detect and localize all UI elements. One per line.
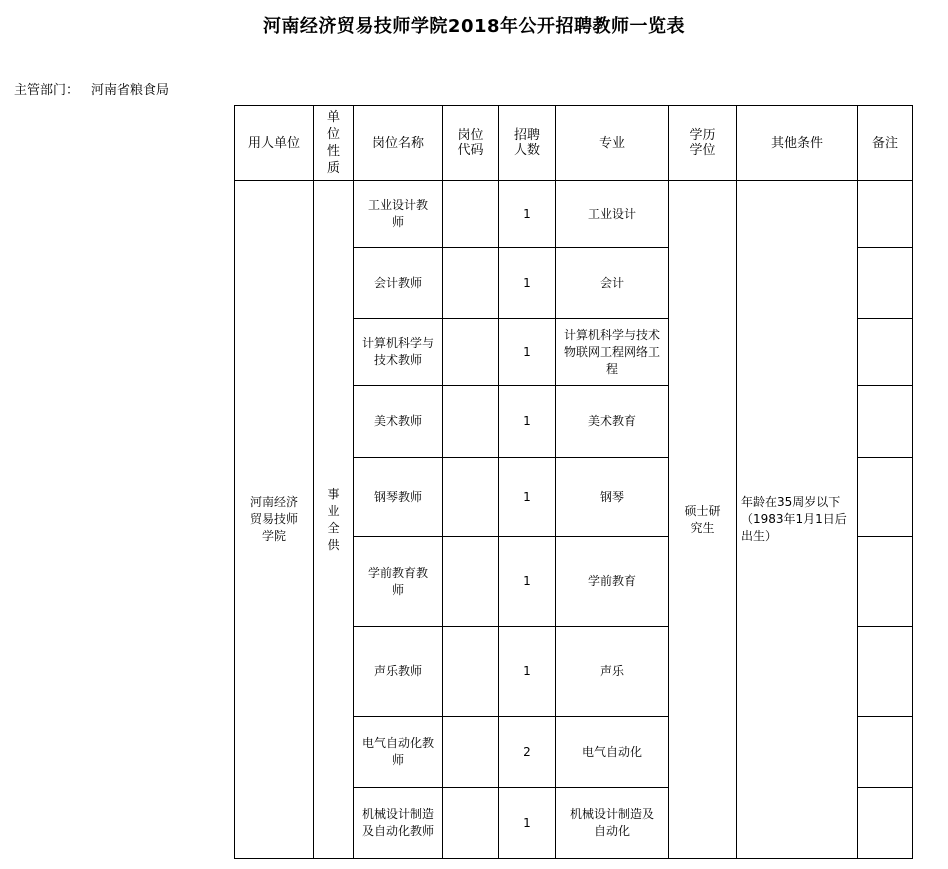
header-position-code: 岗位代码 — [443, 106, 499, 181]
position-code-cell — [443, 319, 499, 386]
header-recruit-count: 招聘人数 — [499, 106, 556, 181]
recruit-count-cell: 1 — [499, 248, 556, 319]
recruit-count-cell: 1 — [499, 181, 556, 248]
department-line — [14, 79, 169, 98]
unit-nature-cell: 事业全供 — [314, 181, 354, 859]
position-name-cell: 声乐教师 — [354, 627, 443, 717]
major-cell: 电气自动化 — [556, 717, 669, 788]
position-name-cell: 会计教师 — [354, 248, 443, 319]
header-unit-nature: 单位性质 — [314, 106, 354, 181]
recruit-count-cell: 1 — [499, 627, 556, 717]
major-cell: 机械设计制造及自动化 — [556, 788, 669, 859]
remark-cell — [858, 627, 913, 717]
other-conditions-cell: 年龄在35周岁以下（1983年1月1日后出生） — [737, 181, 858, 859]
position-name-cell: 钢琴教师 — [354, 458, 443, 537]
remark-cell — [858, 537, 913, 627]
major-cell: 计算机科学与技术物联网工程网络工程 — [556, 319, 669, 386]
position-name-cell: 工业设计教师 — [354, 181, 443, 248]
position-code-cell — [443, 386, 499, 458]
header-degree: 学历学位 — [669, 106, 737, 181]
header-other-conditions: 其他条件 — [737, 106, 858, 181]
position-code-cell — [443, 458, 499, 537]
department-label: 主管部门： — [14, 83, 80, 98]
remark-cell — [858, 319, 913, 386]
position-name-cell: 美术教师 — [354, 386, 443, 458]
position-name-cell: 学前教育教师 — [354, 537, 443, 627]
header-position-name: 岗位名称 — [354, 106, 443, 181]
recruitment-table — [234, 105, 913, 859]
header-row — [235, 106, 913, 181]
position-name-cell: 电气自动化教师 — [354, 717, 443, 788]
remark-cell — [858, 717, 913, 788]
recruit-count-cell: 1 — [499, 386, 556, 458]
department-value: 河南省粮食局 — [91, 83, 170, 98]
degree-cell: 硕士研究生 — [669, 181, 737, 859]
recruit-count-cell: 1 — [499, 537, 556, 627]
major-cell: 学前教育 — [556, 537, 669, 627]
remark-cell — [858, 181, 913, 248]
remark-cell — [858, 458, 913, 537]
employer-cell: 河南经济贸易技师学院 — [235, 181, 314, 859]
remark-cell — [858, 248, 913, 319]
major-cell: 工业设计 — [556, 181, 669, 248]
major-cell: 会计 — [556, 248, 669, 319]
header-employer: 用人单位 — [235, 106, 314, 181]
position-code-cell — [443, 788, 499, 859]
table-row — [235, 181, 913, 248]
position-code-cell — [443, 248, 499, 319]
position-code-cell — [443, 627, 499, 717]
remark-cell — [858, 788, 913, 859]
recruit-count-cell: 2 — [499, 717, 556, 788]
major-cell: 钢琴 — [556, 458, 669, 537]
header-remark: 备注 — [858, 106, 913, 181]
header-major: 专业 — [556, 106, 669, 181]
position-code-cell — [443, 181, 499, 248]
position-code-cell — [443, 717, 499, 788]
position-name-cell: 机械设计制造及自动化教师 — [354, 788, 443, 859]
recruit-count-cell: 1 — [499, 788, 556, 859]
position-code-cell — [443, 537, 499, 627]
recruit-count-cell: 1 — [499, 458, 556, 537]
page-title: 河南经济贸易技师学院2018年公开招聘教师一览表 — [262, 16, 686, 37]
position-name-cell: 计算机科学与技术教师 — [354, 319, 443, 386]
remark-cell — [858, 386, 913, 458]
major-cell: 美术教育 — [556, 386, 669, 458]
recruit-count-cell: 1 — [499, 319, 556, 386]
major-cell: 声乐 — [556, 627, 669, 717]
